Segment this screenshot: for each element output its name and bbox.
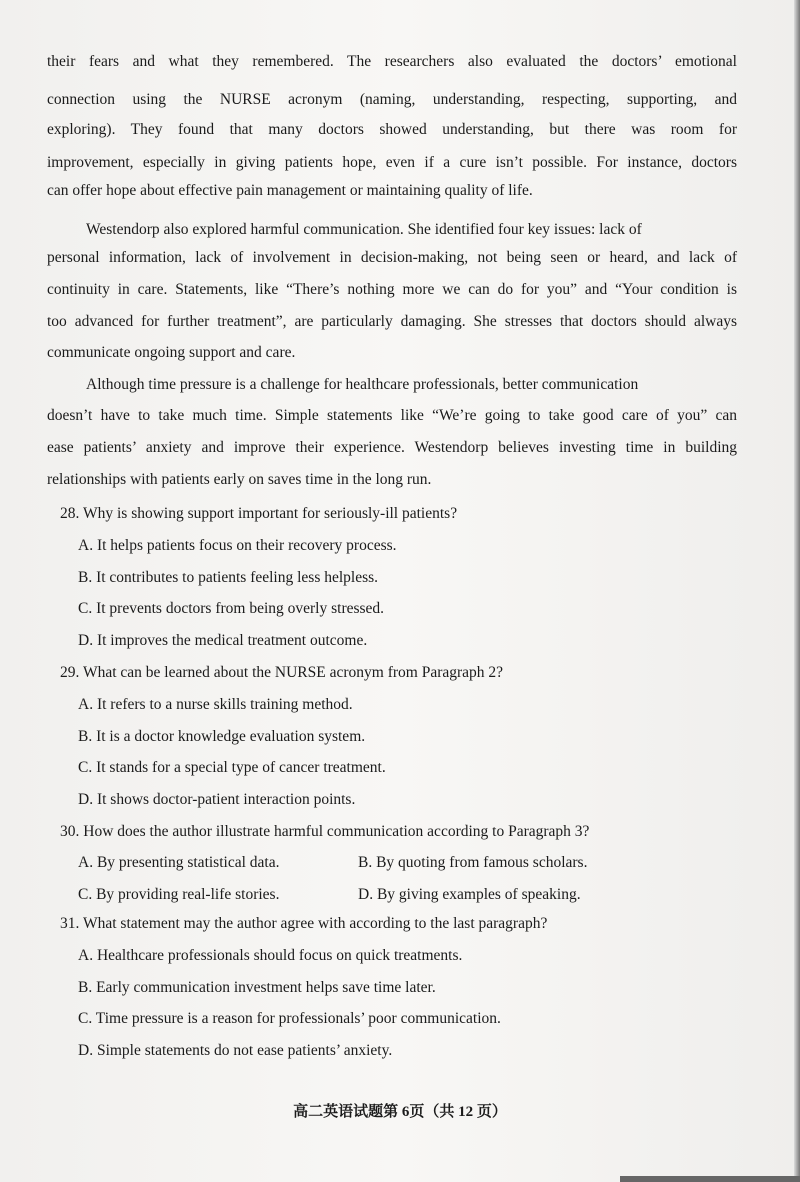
answer-option: D. By giving examples of speaking. (358, 886, 581, 903)
answer-option: D. Simple statements do not ease patients’ anxiety. (78, 1041, 393, 1059)
answer-option: B. Early communication investment helps save time later. (78, 978, 436, 996)
answer-option: C. By providing real-life stories. (78, 886, 280, 903)
answer-option: D. It shows doctor-patient interaction points. (78, 790, 356, 808)
answer-option: B. It is a doctor knowledge evaluation system. (78, 727, 366, 745)
passage-line: communicate ongoing support and care. (47, 344, 296, 361)
passage-line: Although time pressure is a challenge for healthcare professionals, better communication (86, 376, 639, 393)
passage-line: connection using the NURSE acronym (naming, understanding, respecting, supporting, and (47, 91, 737, 108)
passage-line: continuity in care. Statements, like “There’s nothing more we can do for you” and “Your condition is (47, 281, 737, 298)
answer-option: A. Healthcare professionals should focus on quick treatments. (78, 947, 463, 964)
question-stem: 31. What statement may the author agree with according to the last paragraph? (60, 915, 548, 932)
scan-edge (794, 0, 800, 1182)
answer-option: B. By quoting from famous scholars. (358, 854, 588, 871)
answer-option: A. It helps patients focus on their recovery process. (78, 537, 397, 554)
answer-option: D. It improves the medical treatment outcome. (78, 631, 368, 649)
passage-line: too advanced for further treatment”, are particularly damaging. She stresses that doctors should always (47, 313, 737, 330)
passage-line: improvement, especially in giving patients hope, even if a cure isn’t possible. For instance, doctors (47, 154, 737, 171)
question-stem: 28. Why is showing support important for seriously-ill patients? (60, 505, 458, 522)
passage-line: Westendorp also explored harmful communication. She identified four key issues: lack of (86, 221, 642, 238)
answer-option: A. By presenting statistical data. (78, 854, 280, 871)
answer-option: B. It contributes to patients feeling less helpless. (78, 568, 379, 586)
passage-line: their fears and what they remembered. The researchers also evaluated the doctors’ emotional (47, 53, 737, 70)
scan-edge-bottom (620, 1176, 800, 1182)
page-footer: 高二英语试题第 6页（共 12 页） (293, 1104, 507, 1120)
question-stem: 30. How does the author illustrate harmful communication according to Paragraph 3? (60, 823, 590, 840)
passage-line: exploring). They found that many doctors showed understanding, but there was room for (47, 121, 737, 138)
passage-line: personal information, lack of involvement in decision-making, not being seen or heard, and lack of (47, 249, 737, 266)
question-stem: 29. What can be learned about the NURSE acronym from Paragraph 2? (60, 664, 504, 681)
passage-line: ease patients’ anxiety and improve their experience. Westendorp believes investing time in building (47, 439, 737, 456)
answer-option: C. It stands for a special type of cancer treatment. (78, 759, 386, 776)
answer-option: A. It refers to a nurse skills training method. (78, 696, 353, 713)
passage-line: doesn’t have to take much time. Simple statements like “We’re going to take good care of you” can (47, 407, 737, 424)
answer-option: C. Time pressure is a reason for professionals’ poor communication. (78, 1010, 501, 1027)
passage-line: can offer hope about effective pain management or maintaining quality of life. (47, 182, 533, 199)
answer-option: C. It prevents doctors from being overly stressed. (78, 600, 385, 617)
passage-line: relationships with patients early on saves time in the long run. (47, 471, 432, 488)
